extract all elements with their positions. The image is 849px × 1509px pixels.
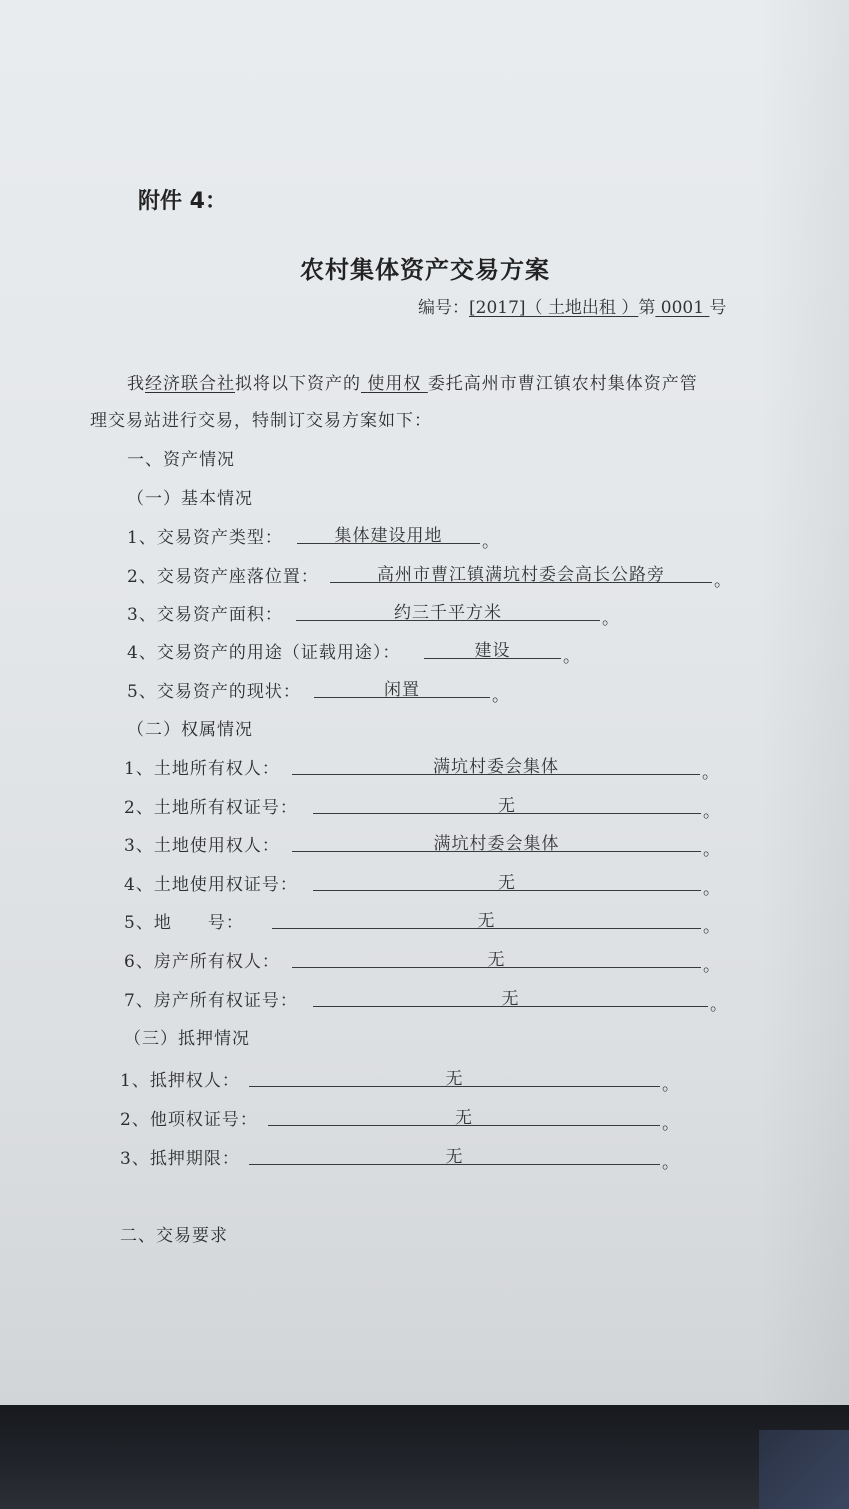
period-mark: 。 — [710, 995, 727, 1015]
mortgage-row-value: 无 — [249, 1064, 660, 1087]
period-mark: 。 — [662, 1153, 679, 1173]
basic-row-label: 1、交易资产类型： — [127, 528, 283, 548]
basic-row-value: 建设 — [424, 636, 561, 659]
ownership-row-value: 满坑村委会集体 — [292, 752, 700, 775]
ownership-row-label: 5、地 号： — [124, 913, 244, 933]
ownership-row-label: 2、土地所有权证号： — [124, 798, 298, 818]
ownership-row-value: 无 — [313, 984, 708, 1007]
ownership-row-label: 4、土地使用权证号： — [124, 875, 298, 895]
document-title: 农村集体资产交易方案 — [300, 255, 550, 284]
basic-row-value: 闲置 — [314, 675, 490, 698]
attachment-label: 附件 4： — [138, 189, 227, 214]
ownership-heading: （二）权属情况 — [127, 720, 253, 740]
basic-info-heading: （一）基本情况 — [127, 489, 253, 509]
ownership-row-value: 无 — [292, 945, 701, 968]
period-mark: 。 — [703, 802, 720, 822]
period-mark: 。 — [703, 956, 720, 976]
number-prefix: 编号： — [418, 298, 469, 318]
basic-row-value: 约三千平方米 — [296, 598, 600, 621]
number-serial: 0001 — [660, 298, 705, 318]
page-shadow — [759, 0, 849, 1405]
intro-lead: 我 — [127, 374, 145, 394]
basic-row-label: 3、交易资产面积： — [127, 605, 283, 625]
intro-org: 经济联合社 — [145, 374, 235, 394]
period-mark: 。 — [563, 647, 580, 667]
ownership-row-label: 7、房产所有权证号： — [124, 991, 298, 1011]
number-category: 土地出租 — [547, 298, 616, 318]
desk-fabric — [759, 1430, 849, 1509]
intro-mid: 拟将以下资产的 — [235, 374, 361, 394]
section-2-heading: 二、交易要求 — [120, 1226, 228, 1246]
basic-row-label: 4、交易资产的用途（证载用途）： — [127, 643, 401, 663]
mortgage-row-label: 2、他项权证号： — [120, 1110, 258, 1130]
number-year: [2017] — [469, 298, 526, 318]
intro-line-1 — [127, 369, 698, 394]
period-mark: 。 — [492, 686, 509, 706]
desk-surface — [0, 1405, 849, 1509]
ownership-row-label: 3、土地使用权人： — [124, 836, 280, 856]
ownership-row-label: 1、土地所有权人： — [124, 759, 280, 779]
period-mark: 。 — [602, 609, 619, 629]
section-1-heading: 一、资产情况 — [127, 450, 235, 470]
number-close-paren: ） — [621, 298, 639, 318]
number-open-paren: （ — [525, 298, 543, 318]
intro-line-2: 理交易站进行交易，特制订交易方案如下： — [90, 411, 432, 431]
ownership-row-value: 满坑村委会集体 — [292, 829, 701, 852]
ownership-row-value: 无 — [272, 906, 701, 929]
number-suffix: 号 — [709, 298, 727, 318]
mortgage-row-label: 1、抵押权人： — [120, 1071, 240, 1091]
basic-row-label: 2、交易资产座落位置： — [127, 567, 319, 587]
basic-row-label: 5、交易资产的现状： — [127, 682, 301, 702]
period-mark: 。 — [703, 840, 720, 860]
period-mark: 。 — [702, 763, 719, 783]
mortgage-heading: （三）抵押情况 — [124, 1029, 250, 1049]
intro-right: 使用权 — [367, 374, 422, 394]
period-mark: 。 — [714, 571, 731, 591]
period-mark: 。 — [703, 917, 720, 937]
period-mark: 。 — [703, 879, 720, 899]
ownership-row-value: 无 — [313, 791, 701, 814]
period-mark: 。 — [482, 532, 499, 552]
mortgage-row-label: 3、抵押期限： — [120, 1149, 240, 1169]
mortgage-row-value: 无 — [268, 1103, 660, 1126]
ownership-row-label: 6、房产所有权人： — [124, 952, 280, 972]
document-number — [418, 293, 726, 318]
period-mark: 。 — [662, 1075, 679, 1095]
basic-row-value: 集体建设用地 — [297, 521, 480, 544]
basic-row-value: 高州市曹江镇满坑村委会高长公路旁 — [330, 560, 712, 583]
ownership-row-value: 无 — [313, 868, 701, 891]
intro-tail: 委托高州市曹江镇农村集体资产管 — [427, 374, 698, 394]
number-middle: 第 — [638, 298, 656, 318]
mortgage-row-value: 无 — [249, 1142, 660, 1165]
period-mark: 。 — [662, 1114, 679, 1134]
